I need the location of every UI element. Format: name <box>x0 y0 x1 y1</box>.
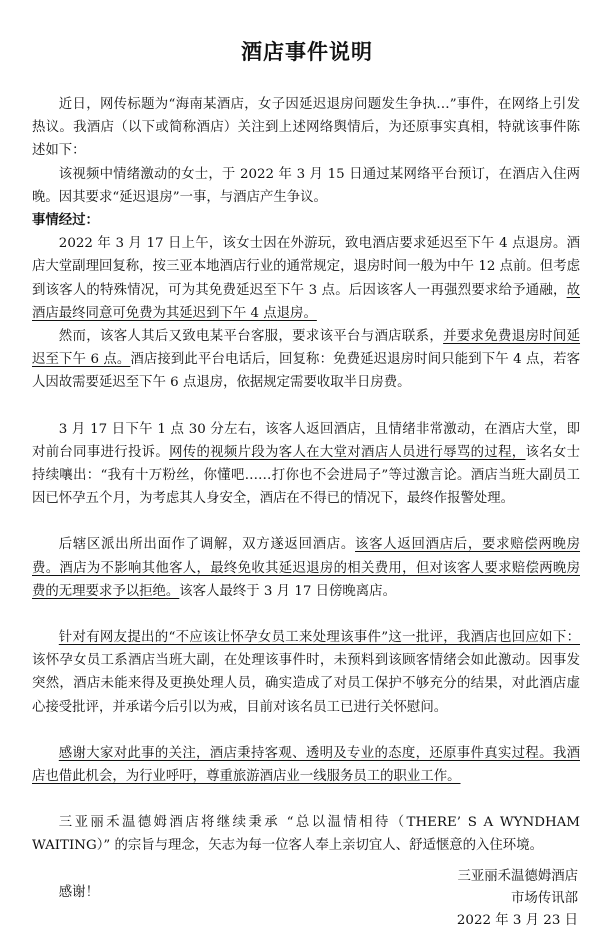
thanks-underline: 感谢大家对此事的关注，酒店秉持客观、透明及专业的态度，还原事件真实过程。我酒店也借此机会，为行业呼吁，尊重旅游酒店业一线服务员工的职业工作。 <box>32 745 580 785</box>
platform-request-text-b: 酒店接到此平台电话后，回复称：免费延迟退房时间只能到下午 4 点，若客人因故需要延迟至下午 6 点退房，依据规定需要收取半日房费。 <box>32 352 580 391</box>
signature-date: 2022 年 3 月 23 日 <box>456 913 578 928</box>
closing-thanks: 感谢！ <box>58 884 99 900</box>
lobby-incident-text-b: 该名女士持续嚷出：“我有十万粉丝，你懂吧……打你也不会进局子”等过激言论。酒店当班大副员工因已怀孕五个月，为考虑其人身安全，酒店在不得已的情况下，最终作报警处理。 <box>32 444 581 507</box>
response-paragraph <box>32 626 580 719</box>
mediation-underline: 该客人返回酒店后，要求赔偿两晚房费。酒店为不影响其他客人，最终免收其延迟退房的相关费用，但对该客人要求赔偿两晚房费的无理要求予以拒绝。 <box>32 537 581 599</box>
signature-dept: 市场传讯部 <box>511 891 578 906</box>
checkout-request-text: 2022 年 3 月 17 日上午，该女士因在外游玩，致电酒店要求延迟至下午 4 点退房。酒店大堂副理回复称，按三亚本地酒店行业的通常规定，退房时间一般为中午 12 点前。但考虑到该客人的特殊情况，可为其免费延迟至下午 3 点。后因该客人一再强烈要求给予通融， <box>32 236 580 298</box>
checkout-request-underline: 故酒店最终同意可免费为其延迟到下午 4 点退房。 <box>32 282 580 321</box>
guest-booking-paragraph: 该视频中情绪激动的女士，于 2022 年 3 月 15 日通过某网络平台预订，在酒店入住两晚。因其要求“延迟退房”一事，与酒店产生争议。 <box>32 166 580 205</box>
lobby-incident-text-a: 3 月 17 日下午 1 点 30 分左右，该客人返回酒店，且情绪非常激动，在酒店大堂，即对前台同事进行投诉。 <box>32 421 580 460</box>
mediation-text-b: 该客人最终于 3 月 17 日傍晚离店。 <box>179 583 396 599</box>
events-heading: 事情经过： <box>32 213 99 229</box>
commitment-paragraph: 三亚丽禾温德姆酒店将继续秉承 “总以温情相待（THERE’ S A WYNDHAM WAITING）” 的宗旨与理念，矢志为每一位客人奉上亲切宜人、舒适惬意的入住环境。 <box>32 815 580 854</box>
platform-request-text-a: 然而，该客人其后又致电某平台客服，要求该平台与酒店联系， <box>58 329 444 345</box>
document-body <box>32 93 580 904</box>
lobby-incident-paragraph <box>32 418 580 511</box>
response-underline: 针对有网友提出的“不应该让怀孕女员工来处理该事件”这一批评，我酒店也回应如下： <box>58 630 580 646</box>
platform-request-paragraph <box>32 325 580 395</box>
platform-request-underline: 并要求免费退房时间延迟至下午 6 点。 <box>32 329 581 368</box>
lobby-incident-underline: 网传的视频片段为客人在大堂对酒店人员进行辱骂的过程， <box>169 444 526 460</box>
mediation-paragraph <box>32 533 580 603</box>
response-text: 该怀孕女员工系酒店当班大副，在处理该事件时，未预料到该顾客情绪会如此激动。因事发突然，酒店未能来得及更换处理人员，确实造成了对员工保护不够充分的结果，对此酒店虚心接受批评，并承诺今后引以为戒，目前对该名员工已进行关怀慰问。 <box>32 653 580 715</box>
signature-block <box>457 866 578 932</box>
mediation-text-a: 后辖区派出所出面作了调解，双方遂返回酒店。 <box>58 537 356 553</box>
intro-paragraph: 近日，网传标题为“海南某酒店，女子因延迟退房问题发生争执…”事件，在网络上引发热议。我酒店（以下或简称酒店）关注到上述网络舆情后，为还原事实真相，特就该事件陈述如下： <box>32 97 580 159</box>
thanks-paragraph <box>32 742 580 788</box>
document-title: 酒店事件说明 <box>241 40 373 64</box>
signature-org: 三亚丽禾温德姆酒店 <box>457 869 578 884</box>
checkout-request-paragraph <box>32 232 580 325</box>
